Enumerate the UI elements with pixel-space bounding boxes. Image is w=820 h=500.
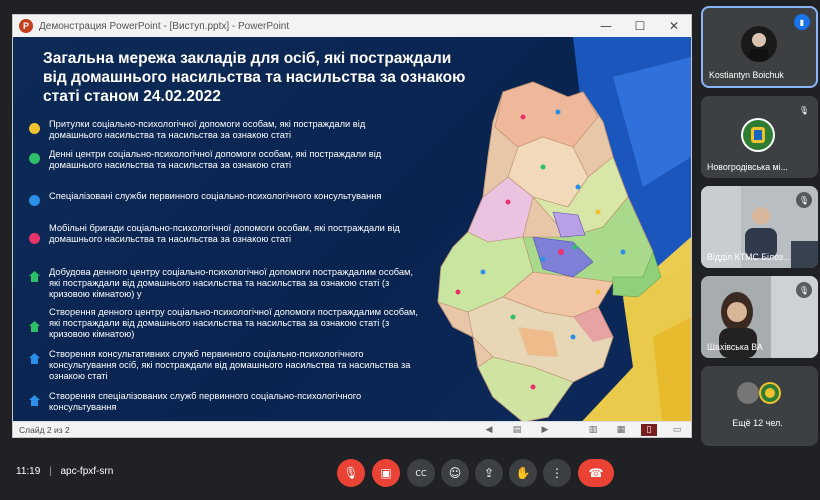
participant-name: Kostiantyn Boichuk xyxy=(709,70,784,80)
ppt-statusbar xyxy=(13,421,691,437)
meeting-time: 11:19 xyxy=(16,466,41,477)
avatar xyxy=(737,382,759,404)
legend-text: Спеціалізовані служби первинного соціально-психологічного консультування xyxy=(49,191,382,201)
more-options-button[interactable]: ⋮ xyxy=(543,459,571,487)
slide-title-line: Загальна мережа закладів для осіб, які постраждали xyxy=(43,50,452,67)
legend-text: Створення денного центру соціально-психологічної допомоги постраждалим особам, які постраждали від домашнього насильства та насильства за ознакою статі (з кризовою кімнатою) xyxy=(49,307,419,339)
notes-icon[interactable]: ▤ xyxy=(512,424,522,435)
separator: | xyxy=(49,466,52,477)
window-title: Демонстрация PowerPoint - [Виступ.pptx] - PowerPoint xyxy=(39,20,290,32)
slideshow-icon[interactable]: ▭ xyxy=(672,424,682,435)
legend-text: Створення спеціалізованих служб первинного соціально-психологічного консультування xyxy=(49,391,362,412)
meeting-code: apc-fpxf-srn xyxy=(60,466,114,477)
blue-house-icon xyxy=(29,353,40,364)
legend-text: Мобільні бригади соціально-психологічної допомоги особам, які постраждали від домашнього насильства та насильства за ознакою статі xyxy=(49,223,400,244)
slide-title-line: від домашнього насильства та насильства за ознакою xyxy=(43,69,466,86)
present-button[interactable]: ⇪ xyxy=(475,459,503,487)
speaking-indicator-icon: ▮ xyxy=(794,14,810,30)
end-call-button[interactable]: ☎ xyxy=(578,459,614,487)
participant-tile[interactable] xyxy=(701,276,818,358)
mic-off-icon: 🎙 xyxy=(796,192,812,208)
slide-title-line: статі станом 24.02.2022 xyxy=(43,88,221,105)
slide-title xyxy=(43,49,513,106)
slide-sorter-icon[interactable]: ▦ xyxy=(616,424,626,435)
green-house-icon xyxy=(29,321,40,332)
participant-name: Відділ КТМС Білоз... xyxy=(707,252,791,262)
mic-off-icon: 🎙 xyxy=(796,102,812,118)
green-dot-icon xyxy=(29,153,40,164)
emoji-button[interactable]: ☺ xyxy=(441,459,469,487)
green-house-icon xyxy=(29,271,40,282)
close-icon[interactable]: ✕ xyxy=(668,19,680,33)
meeting-info xyxy=(16,466,113,477)
legend-text: Добудова денного центру соціально-психологічної допомоги постраждалим особам, які постраждали від домашнього насильства та насильства за ознакою статі (з кризовою кімнатою) у xyxy=(49,267,414,299)
reading-view-icon[interactable]: ▯ xyxy=(641,424,657,436)
powerpoint-logo-icon: P xyxy=(19,19,33,33)
prev-slide-icon[interactable]: ◀ xyxy=(485,424,493,435)
shared-powerpoint-window xyxy=(12,14,692,438)
participant-name: Новогродівська мі... xyxy=(707,162,788,172)
ppt-titlebar xyxy=(13,15,691,37)
raise-hand-button[interactable]: ✋ xyxy=(509,459,537,487)
maximize-icon[interactable]: ☐ xyxy=(634,19,646,33)
camera-toggle-button[interactable]: ▣ xyxy=(372,459,400,487)
blue-house-icon xyxy=(29,395,40,406)
avatar xyxy=(759,382,781,404)
next-slide-icon[interactable]: ▶ xyxy=(541,424,549,435)
blue-dot-icon xyxy=(29,195,40,206)
normal-view-icon[interactable]: ▥ xyxy=(588,424,598,435)
more-participants-tile[interactable] xyxy=(701,366,818,446)
captions-button[interactable]: CC xyxy=(407,459,435,487)
mic-off-icon: 🎙 xyxy=(796,282,812,298)
participant-tile[interactable] xyxy=(701,96,818,178)
pink-dot-icon xyxy=(29,233,40,244)
more-participants-label: Ещё 12 чел. xyxy=(732,418,783,428)
slide xyxy=(13,37,691,431)
mic-toggle-button[interactable]: 🎙 xyxy=(337,459,365,487)
avatar xyxy=(741,118,775,152)
participant-tile[interactable] xyxy=(701,186,818,268)
legend-text: Притулки соціально-психологічної допомоги особам, які постраждали від домашнього насильства та насильства за ознакою статі xyxy=(49,119,366,140)
slide-counter: Слайд 2 из 2 xyxy=(19,424,70,435)
minimize-icon[interactable]: — xyxy=(600,19,612,33)
legend-text: Денні центри соціально-психологічної допомоги особам, які постраждали від домашнього насильства та насильства за ознакою статі xyxy=(49,149,382,170)
yellow-dot-icon xyxy=(29,123,40,134)
participant-tile[interactable] xyxy=(701,6,818,88)
legend-text: Створення консультативних служб первинного соціально-психологічного консультування осіб, які постраждали від домашнього насильства та насильства за ознакою статі xyxy=(49,349,411,381)
participant-name: Шахівська ВА xyxy=(707,342,763,352)
avatar xyxy=(741,26,777,62)
